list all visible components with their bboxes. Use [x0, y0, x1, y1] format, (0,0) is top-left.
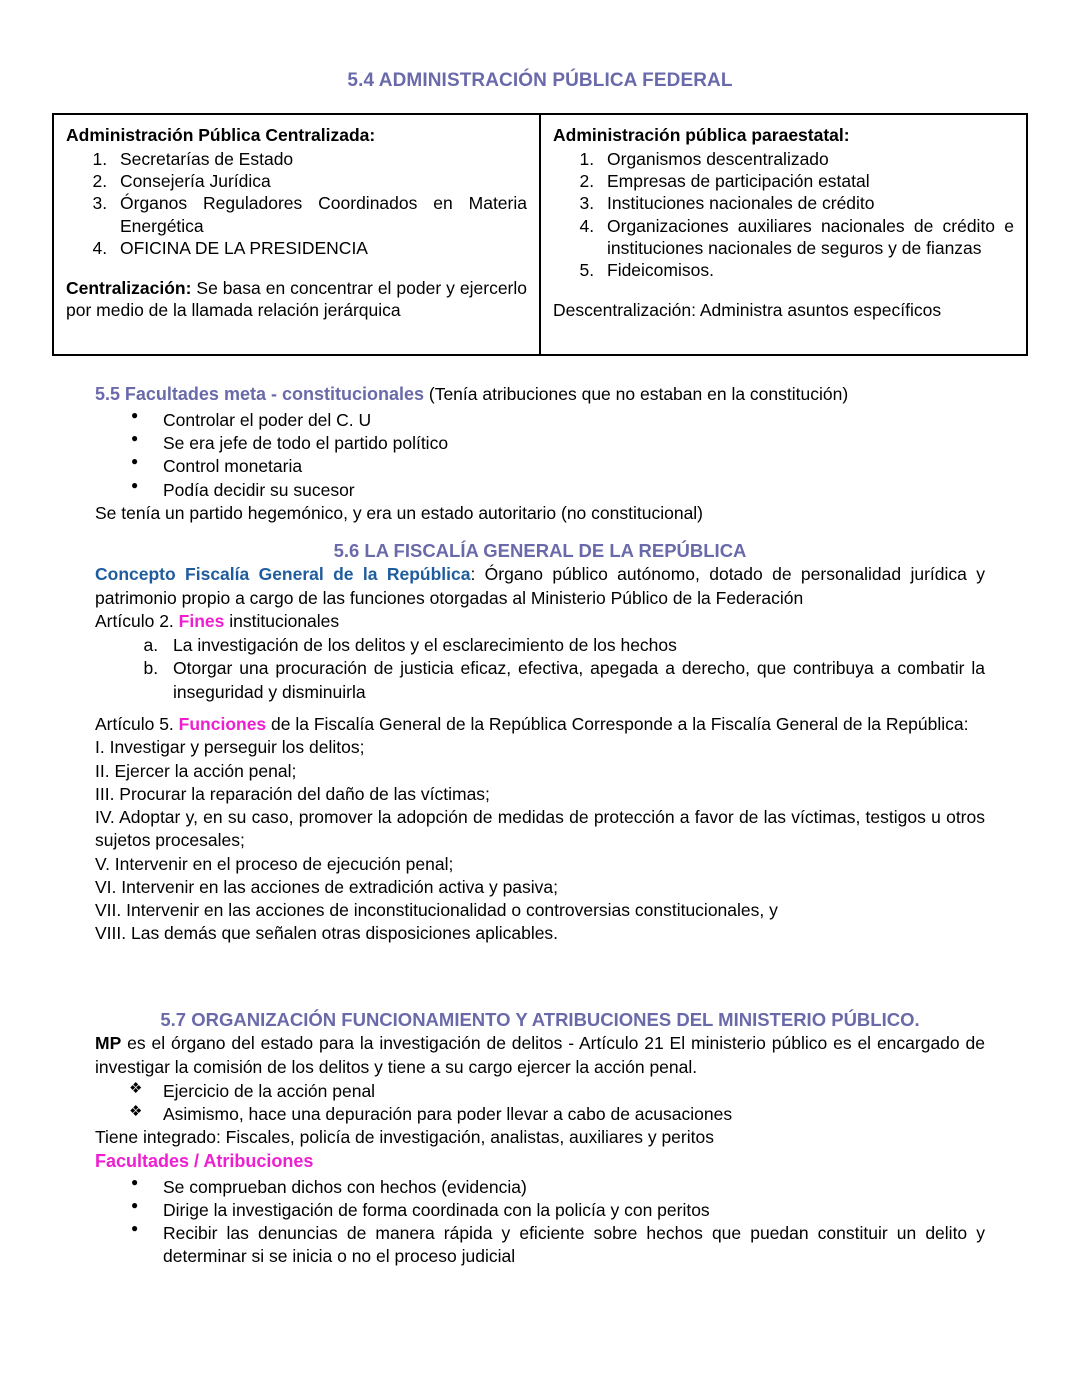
list-item: 5. Fideicomisos.	[599, 259, 1014, 281]
funcion-vii: VII. Intervenir en las acciones de inconstitucionalidad o controversias constitucionales, y	[95, 900, 778, 921]
list-item: ❖ Ejercicio de la acción penal	[131, 1080, 985, 1103]
centralizacion-text: Se basa en concentrar el poder y ejercerlo por medio de la llamada relación jerárquica	[66, 277, 527, 321]
mp-paragraph	[95, 1032, 985, 1079]
list-item: 3. Instituciones nacionales de crédito	[599, 192, 1014, 214]
section-55-heading: Facultades meta - constitucionales	[124, 384, 424, 404]
list-item: 4. Organizaciones auxiliares nacionales de crédito e instituciones nacionales de seguros y de fianzas	[599, 215, 1014, 259]
cell-title-centralizada: Administración Pública Centralizada:	[66, 125, 376, 145]
articulo-2-suffix: institucionales	[224, 610, 340, 631]
section-56-articulo-5	[95, 713, 985, 946]
list-item: ● Recibir las denuncias de manera rápida y eficiente sobre hechos que puedan constituir un delito y determinar si se inicia o no el proceso judicial	[131, 1222, 985, 1269]
tiene-integrado: Tiene integrado: Fiscales, policía de investigación, analistas, auxiliares y peritos	[95, 1127, 714, 1148]
page-title: 5.4 ADMINISTRACIÓN PÚBLICA FEDERAL	[347, 70, 733, 91]
articulo-5-prefix: Artículo 5.	[95, 714, 179, 734]
section-55-number: 5.5	[95, 384, 121, 404]
section-55-heading-line	[95, 383, 985, 407]
facultades-heading: Facultades / Atribuciones	[95, 1150, 314, 1171]
list-item: 3. Órganos Reguladores Coordinados en Materia Energética	[112, 192, 527, 236]
mp-text: es el órgano del estado para la investigación de delitos - Artículo 21 El ministerio público es el encargado de investigar la comisión de los delitos y tiene a su cargo ejercer la acción penal.	[95, 1033, 985, 1077]
list-item: 4. OFICINA DE LA PRESIDENCIA	[112, 237, 527, 259]
list-item: ● Control monetaria	[131, 455, 985, 478]
section-57	[95, 1008, 985, 1269]
funcion-iv: IV. Adoptar y, en su caso, promover la adopción de medidas de protección a favor de las víctimas, testigos u otros sujetos procesales;	[95, 807, 985, 851]
facultades-list	[95, 1176, 985, 1269]
list-item: ● Se comprueban dichos con hechos (evidencia)	[131, 1176, 985, 1199]
funcion-iii: III. Procurar la reparación del daño de las víctimas;	[95, 783, 490, 804]
funcion-vi: VI. Intervenir en las acciones de extradición activa y pasiva;	[95, 876, 559, 897]
centralizacion-label: Centralización:	[66, 277, 192, 298]
articulo-2-prefix: Artículo 2.	[95, 610, 179, 631]
mp-fleur-list	[95, 1080, 985, 1127]
section-55-closing: Se tenía un partido hegemónico, y era un estado autoritario (no constitucional)	[95, 503, 704, 523]
section-56	[95, 539, 985, 704]
paraestatal-list	[553, 148, 1014, 281]
list-item: a. La investigación de los delitos y el esclarecimiento de los hechos	[163, 634, 985, 657]
funcion-i: I. Investigar y perseguir los delitos;	[95, 737, 365, 758]
funciones-highlight: Funciones	[178, 714, 267, 734]
list-item: ● Podía decidir su sucesor	[131, 479, 985, 502]
table-cell-centralizada	[54, 115, 541, 354]
section-56-heading: 5.6 LA FISCALÍA GENERAL DE LA REPÚBLICA	[333, 540, 747, 561]
list-item: 2. Consejería Jurídica	[112, 170, 527, 192]
articulo-5-line	[95, 713, 985, 736]
centralizacion-note	[66, 277, 527, 321]
administracion-table	[52, 113, 1028, 356]
list-item: ● Controlar el poder del C. U	[131, 409, 985, 432]
list-item: ● Dirige la investigación de forma coordinada con la policía y con peritos	[131, 1199, 985, 1222]
list-item: ● Se era jefe de todo el partido político	[131, 432, 985, 455]
concepto-rest: : Órgano público autónomo, dotado de personalidad jurídica y patrimonio propio a cargo de las funciones otorgadas al Ministerio Público de la Federación	[95, 564, 985, 608]
section-55	[95, 383, 985, 525]
articulo-5-suffix: de la Fiscalía General de la República Corresponde a la Fiscalía General de la República:	[266, 714, 969, 734]
list-item: 1. Organismos descentralizado	[599, 148, 1014, 170]
section-57-heading: 5.7 ORGANIZACIÓN FUNCIONAMIENTO Y ATRIBUCIONES DEL MINISTERIO PÚBLICO.	[160, 1009, 920, 1030]
list-item: 2. Empresas de participación estatal	[599, 170, 1014, 192]
fines-list	[95, 634, 985, 704]
list-item: ❖ Asimismo, hace una depuración para poder llevar a cabo de acusaciones	[131, 1103, 985, 1126]
list-item: 1. Secretarías de Estado	[112, 148, 527, 170]
list-item: b. Otorgar una procuración de justicia eficaz, efectiva, apegada a derecho, que contribuya a combatir la inseguridad y disminuirla	[163, 657, 985, 704]
centralizada-list	[66, 148, 527, 259]
table-cell-paraestatal	[541, 115, 1026, 354]
cell-title-paraestatal: Administración pública paraestatal:	[553, 125, 850, 145]
concepto-lead: Concepto Fiscalía General de la República	[95, 564, 471, 585]
section-56-concept	[95, 563, 985, 610]
mp-label: MP	[95, 1033, 122, 1054]
section-55-bullets	[95, 409, 985, 502]
fines-highlight: Fines	[178, 610, 225, 631]
funcion-v: V. Intervenir en el proceso de ejecución penal;	[95, 853, 454, 874]
funcion-viii: VIII. Las demás que señalen otras disposiciones aplicables.	[95, 923, 559, 944]
descentralizacion-note: Descentralización: Administra asuntos específicos	[553, 300, 942, 321]
articulo-2-line	[95, 610, 985, 633]
section-55-heading-suffix: (Tenía atribuciones que no estaban en la constitución)	[424, 384, 849, 404]
funcion-ii: II. Ejercer la acción penal;	[95, 760, 297, 781]
